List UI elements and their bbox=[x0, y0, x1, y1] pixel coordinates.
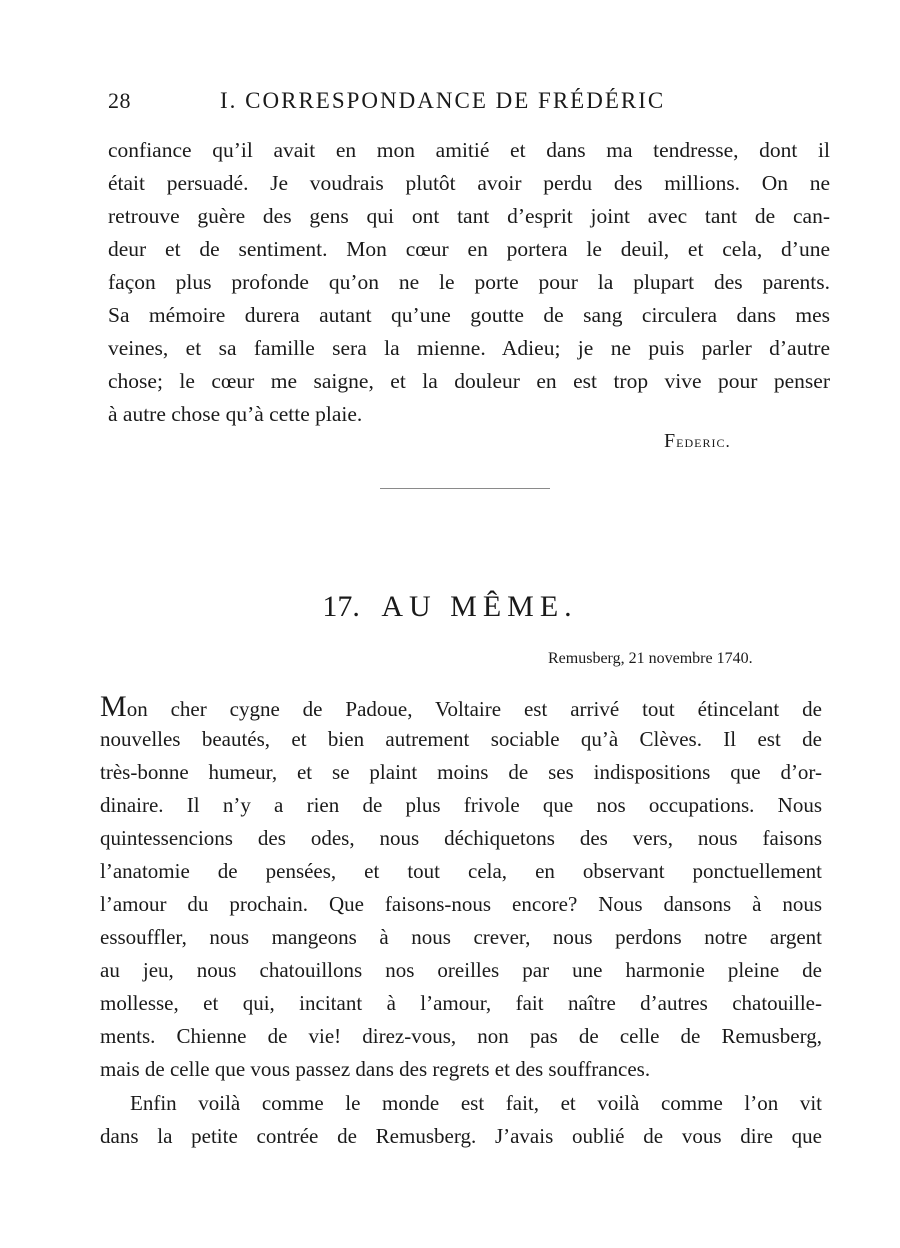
text-line: retrouve guère des gens qui ont tant d’esprit joint avec tant de can- bbox=[108, 204, 830, 228]
text-line: mais de celle que vous passez dans des regrets et des souffrances. bbox=[100, 1057, 651, 1081]
text-line: chose; le cœur me saigne, et la douleur en est trop vive pour penser bbox=[108, 369, 830, 393]
text-line-indented: Enfin voilà comme le monde est fait, et voilà comme l’on vit bbox=[130, 1091, 822, 1115]
text-line: deur et de sentiment. Mon cœur en portera le deuil, et cela, d’une bbox=[108, 237, 830, 261]
letter-number: 17. bbox=[322, 590, 360, 623]
signature: Federic. bbox=[664, 430, 731, 452]
text-line: dans la petite contrée de Remusberg. J’avais oublié de vous dire que bbox=[100, 1124, 822, 1148]
dateline: Remusberg, 21 novembre 1740. bbox=[548, 650, 753, 667]
text-line: l’amour du prochain. Que faisons-nous encore? Nous dansons à nous bbox=[100, 892, 822, 916]
text-line: essouffler, nous mangeons à nous crever, nous perdons notre argent bbox=[100, 925, 822, 949]
text-line: l’anatomie de pensées, et tout cela, en observant ponctuellement bbox=[100, 859, 822, 883]
text-line: dinaire. Il n’y a rien de plus frivole que nos occupations. Nous bbox=[100, 793, 822, 817]
text-line: Sa mémoire durera autant qu’une goutte de sang circulera dans mes bbox=[108, 303, 830, 327]
running-title: I. CORRESPONDANCE DE FRÉDÉRIC bbox=[220, 88, 666, 113]
text-line: au jeu, nous chatouillons nos oreilles par une harmonie pleine de bbox=[100, 958, 822, 982]
text-line-first: Mon cher cygne de Padoue, Voltaire est arrivé tout étincelant de bbox=[100, 690, 822, 723]
page-number: 28 bbox=[108, 88, 131, 113]
text-line: façon plus profonde qu’on ne le porte pour la plupart des parents. bbox=[108, 270, 830, 294]
section-divider bbox=[380, 488, 550, 489]
text-line: quintessencions des odes, nous déchiquetons des vers, nous faisons bbox=[100, 826, 822, 850]
text-line: était persuadé. Je voudrais plutôt avoir perdu des millions. On ne bbox=[108, 171, 830, 195]
running-head bbox=[108, 88, 828, 122]
letter-heading bbox=[0, 590, 900, 624]
text-line: à autre chose qu’à cette plaie. bbox=[108, 402, 363, 426]
text-line: veines, et sa famille sera la mienne. Adieu; je ne puis parler d’autre bbox=[108, 336, 830, 360]
text-line: nouvelles beautés, et bien autrement sociable qu’à Clèves. Il est de bbox=[100, 727, 822, 751]
text-line: confiance qu’il avait en mon amitié et dans ma tendresse, dont il bbox=[108, 138, 830, 162]
text-line: ments. Chienne de vie! direz-vous, non pas de celle de Remusberg, bbox=[100, 1024, 822, 1048]
text-line: très-bonne humeur, et se plaint moins de ses indispositions que d’or- bbox=[100, 760, 822, 784]
drop-cap: M bbox=[100, 690, 127, 723]
text-line: mollesse, et qui, incitant à l’amour, fait naître d’autres chatouille- bbox=[100, 991, 822, 1015]
letter-title: AU MÊME. bbox=[381, 590, 578, 623]
